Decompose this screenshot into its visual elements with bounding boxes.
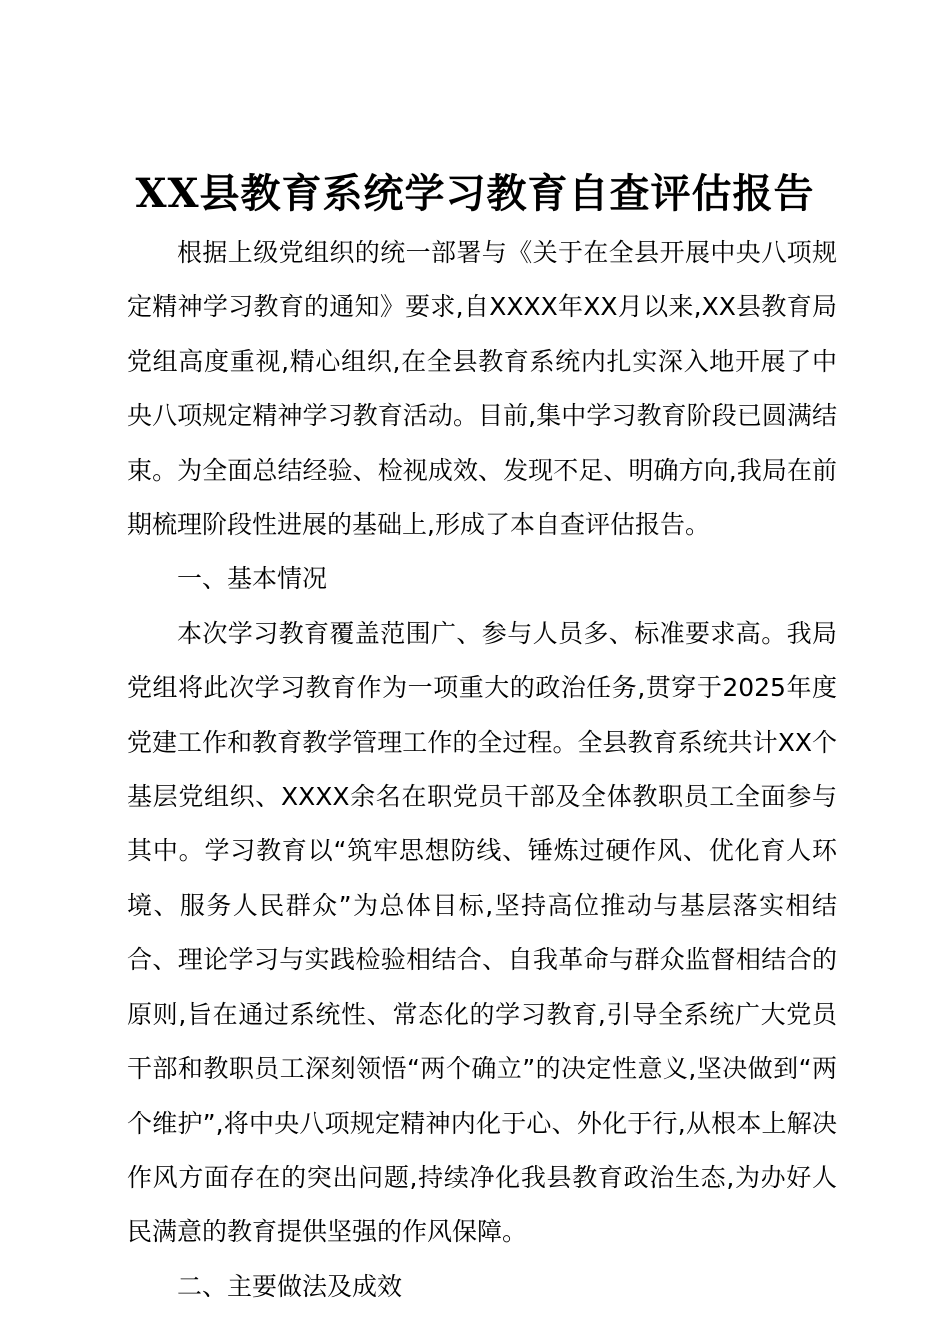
section-heading-main-practices: 二、主要做法及成效: [177, 1271, 403, 1301]
section-heading-basic-situation: 一、基本情况: [177, 564, 328, 594]
document-title: XX县教育系统学习教育自查评估报告: [135, 170, 815, 217]
basic-situation-paragraph: 本次学习教育覆盖范围广、参与人员多、标准要求高。我局党组将此次学习教育作为一项重大的政治任务,贯穿于2025年度党建工作和教育教学管理工作的全过程。全县教育系统共计XX个基层党组织、XXXX余名在职党员干部及全体教职员工全面参与其中。学习教育以“筑牢思想防线、锤炼过硬作风、优化育人环境、服务人民群众”为总体目标,坚持高位推动与基层落实相结合、理论学习与实践检验相结合、自我革命与群众监督相结合的原则,旨在通过系统性、常态化的学习教育,引导全系统广大党员干部和教职员工深刻领悟“两个确立”的决定性意义,坚决做到“两个维护”,将中央八项规定精神内化于心、外化于行,从根本上解决作风方面存在的突出问题,持续净化我县教育政治生态,为办好人民满意的教育提供坚强的作风保障。: [127, 618, 837, 1247]
intro-paragraph: 根据上级党组织的统一部署与《关于在全县开展中央八项规定精神学习教育的通知》要求,自XXXX年XX月以来,XX县教育局党组高度重视,精心组织,在全县教育系统内扎实深入地开展了中央八项规定精神学习教育活动。目前,集中学习教育阶段已圆满结束。为全面总结经验、检视成效、发现不足、明确方向,我局在前期梳理阶段性进展的基础上,形成了本自查评估报告。: [127, 238, 837, 540]
document-body: [127, 226, 837, 1314]
